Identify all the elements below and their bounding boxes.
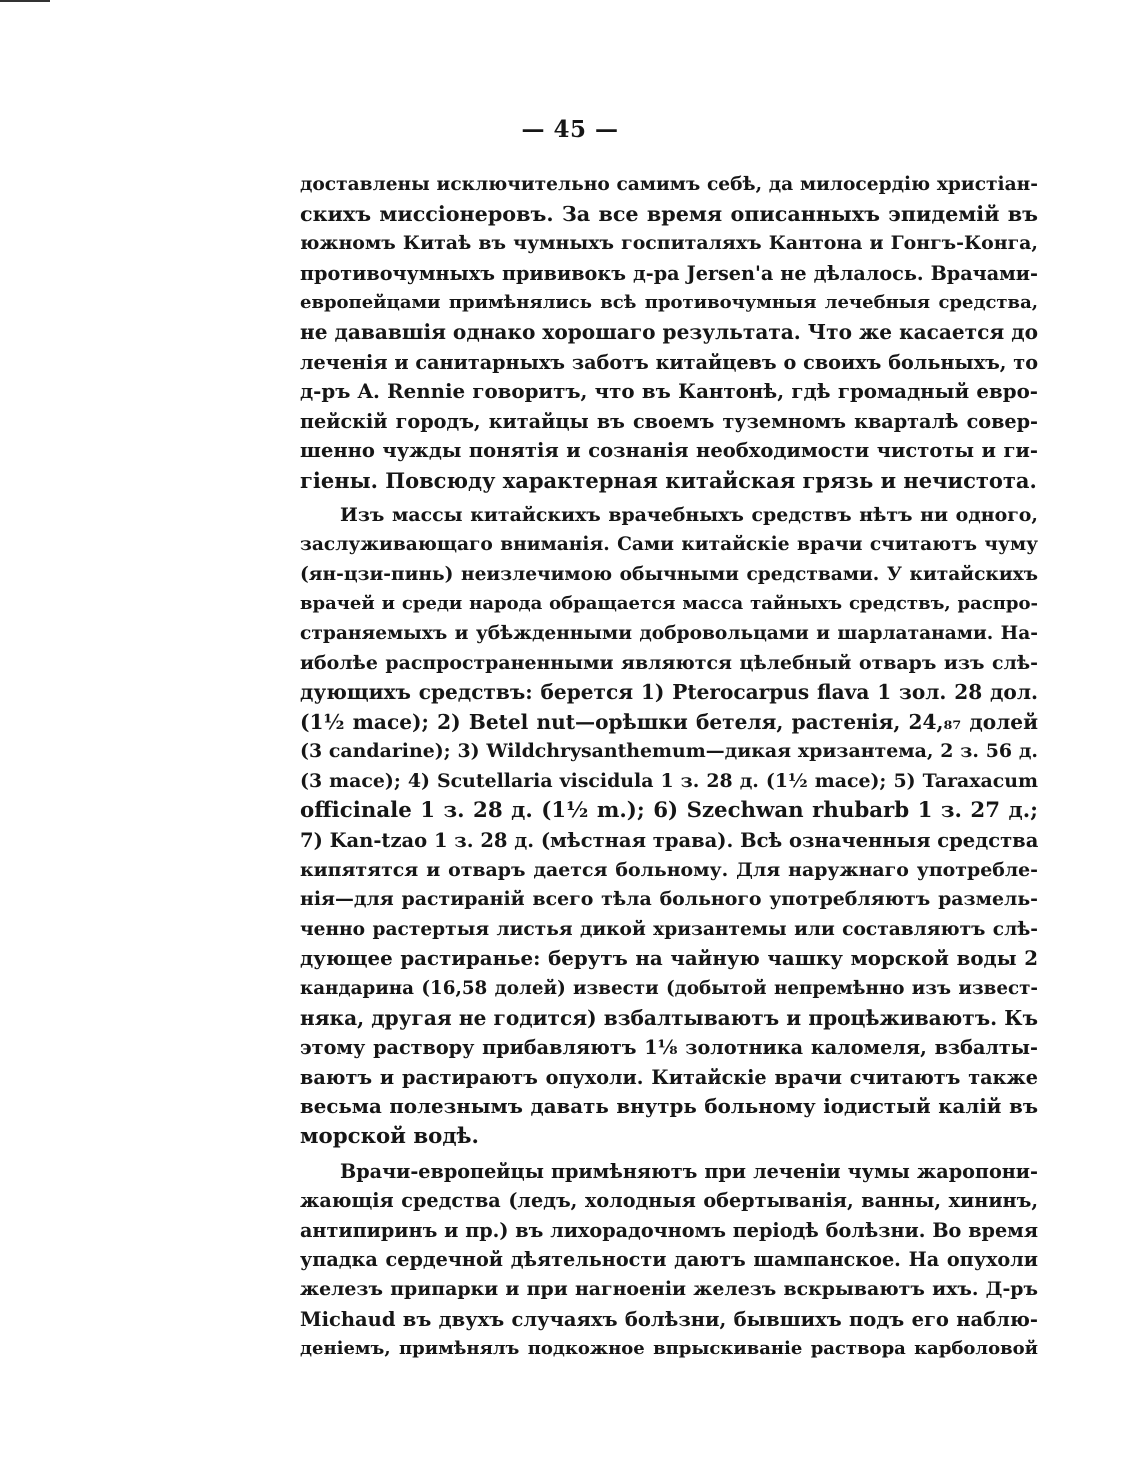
text-line: скихъ миссіонеровъ. За все время описанныхъ эпидемій въ [300, 201, 1038, 226]
text-line: ченно растертыя листья дикой хризантемы или составляютъ слѣ- [300, 918, 1038, 940]
text-line: гіены. Повсюду характерная китайская грязь и нечистота. [300, 467, 1037, 493]
text-line: (3 mace); 4) Scutellaria viscidula 1 з. 28 д. (1½ mace); 5) Taraxacum [300, 769, 1038, 792]
text-line: европейцами примѣнялись всѣ противочумныя лечебныя средства, [300, 292, 1038, 314]
text-line: страняемыхъ и убѣжденными добровольцами и шарлатанами. На- [300, 622, 1038, 644]
text-line: антипиринъ и пр.) въ лихорадочномъ періодѣ болѣзни. Во время [300, 1218, 1038, 1242]
text-line: кипятятся и отваръ дается больному. Для наружнаго употребле- [300, 858, 1038, 881]
text-line: доставлены исключительно самимъ себѣ, да милосердію христіан- [300, 174, 1038, 195]
text-line: 7) Kan-tzao 1 з. 28 д. (мѣстная трава). Всѣ означенныя средства [300, 829, 1039, 853]
page-number: — 45 — [521, 116, 619, 143]
text-line: (1½ mace); 2) Betel nut—орѣшки бетеля, растенія, 24,₈₇ долей [300, 709, 1038, 734]
text-line: не дававшія однако хорошаго результата. Что же касается до [300, 319, 1038, 344]
text-line: иболѣе распространенными являются цѣлебный отваръ изъ слѣ- [300, 651, 1038, 674]
text-line: весьма полезнымъ давать внутрь больному іодистый калій въ [300, 1094, 1038, 1119]
paragraph-1 [300, 170, 1038, 496]
text-line: жающія средства (ледъ, холодныя обертыванія, ванны, хининъ, [300, 1189, 1038, 1213]
text-line: дующее растиранье: берутъ на чайную чашку морской воды 2 [300, 946, 1038, 971]
text-line: (3 candarine); 3) Wildchrysanthemum—дикая хризантема, 2 з. 56 д. [300, 740, 1038, 763]
text-line: Врачи-европейцы примѣняютъ при леченіи чумы жаропони- [340, 1159, 1038, 1183]
text-line: кандарина (16,58 долей) извести (добытой непремѣнно изъ извест- [300, 978, 1038, 1000]
text-line: деніемъ, примѣнялъ подкожное впрыскиваніе раствора карболовой [300, 1338, 1038, 1360]
text-line: южномъ Китаѣ въ чумныхъ госпиталяхъ Кантона и Гонгъ-Конга, [300, 232, 1038, 255]
text-line: упадка сердечной дѣятельности даютъ шампанское. На опухоли [300, 1248, 1038, 1272]
text-line: ваютъ и растираютъ опухоли. Китайскіе врачи считаютъ также [300, 1065, 1038, 1089]
text-line: врачей и среди народа обращается масса тайныхъ средствъ, распро- [300, 593, 1038, 615]
paragraph-3 [300, 1157, 1038, 1364]
text-line: няка, другая не годится) взбалтываютъ и процѣживаютъ. Къ [300, 1005, 1038, 1030]
text-line: этому раствору прибавляютъ 1⅛ золотника каломеля, взбалты- [300, 1036, 1038, 1060]
text-line: противочумныхъ прививокъ д-ра Jersen'a не дѣлалось. Врачами- [300, 261, 1038, 285]
text-line: Изъ массы китайскихъ врачебныхъ средствъ нѣтъ ни одного, [340, 503, 1038, 526]
text-line: пейскій городъ, китайцы въ своемъ туземномъ кварталѣ совер- [300, 409, 1038, 433]
text-line: заслуживающаго вниманія. Сами китайскіе врачи считаютъ чуму [300, 534, 1038, 556]
text-line: нія—для растираній всего тѣла больного употребляютъ размель- [300, 888, 1038, 911]
text-line: д-ръ A. Rennie говоритъ, что въ Кантонѣ, гдѣ громадный евро- [300, 379, 1038, 404]
paragraph-2 [300, 501, 1038, 1152]
text-line: железъ припарки и при нагноеніи железъ вскрываютъ ихъ. Д-ръ [300, 1277, 1038, 1300]
text-line: леченія и санитарныхъ заботъ китайцевъ о своихъ больныхъ, то [300, 350, 1038, 374]
text-line: officinale 1 з. 28 д. (1½ m.); 6) Szechwan rhubarb 1 з. 27 д.; [300, 798, 1038, 824]
body-text [300, 170, 1038, 1364]
scan-corner-mark [0, 0, 50, 2]
text-line: Michaud въ двухъ случаяхъ болѣзни, бывшихъ подъ его наблю- [300, 1307, 1038, 1331]
text-line: шенно чужды понятія и сознанія необходимости чистоты и ги- [300, 439, 1038, 463]
text-line: морской водѣ. [300, 1124, 479, 1149]
text-line: (ян-цзи-пинь) неизлечимою обычными средствами. У китайскихъ [300, 563, 1038, 585]
text-line: дующихъ средствъ: берется 1) Pterocarpus flava 1 зол. 28 дол. [300, 680, 1038, 705]
